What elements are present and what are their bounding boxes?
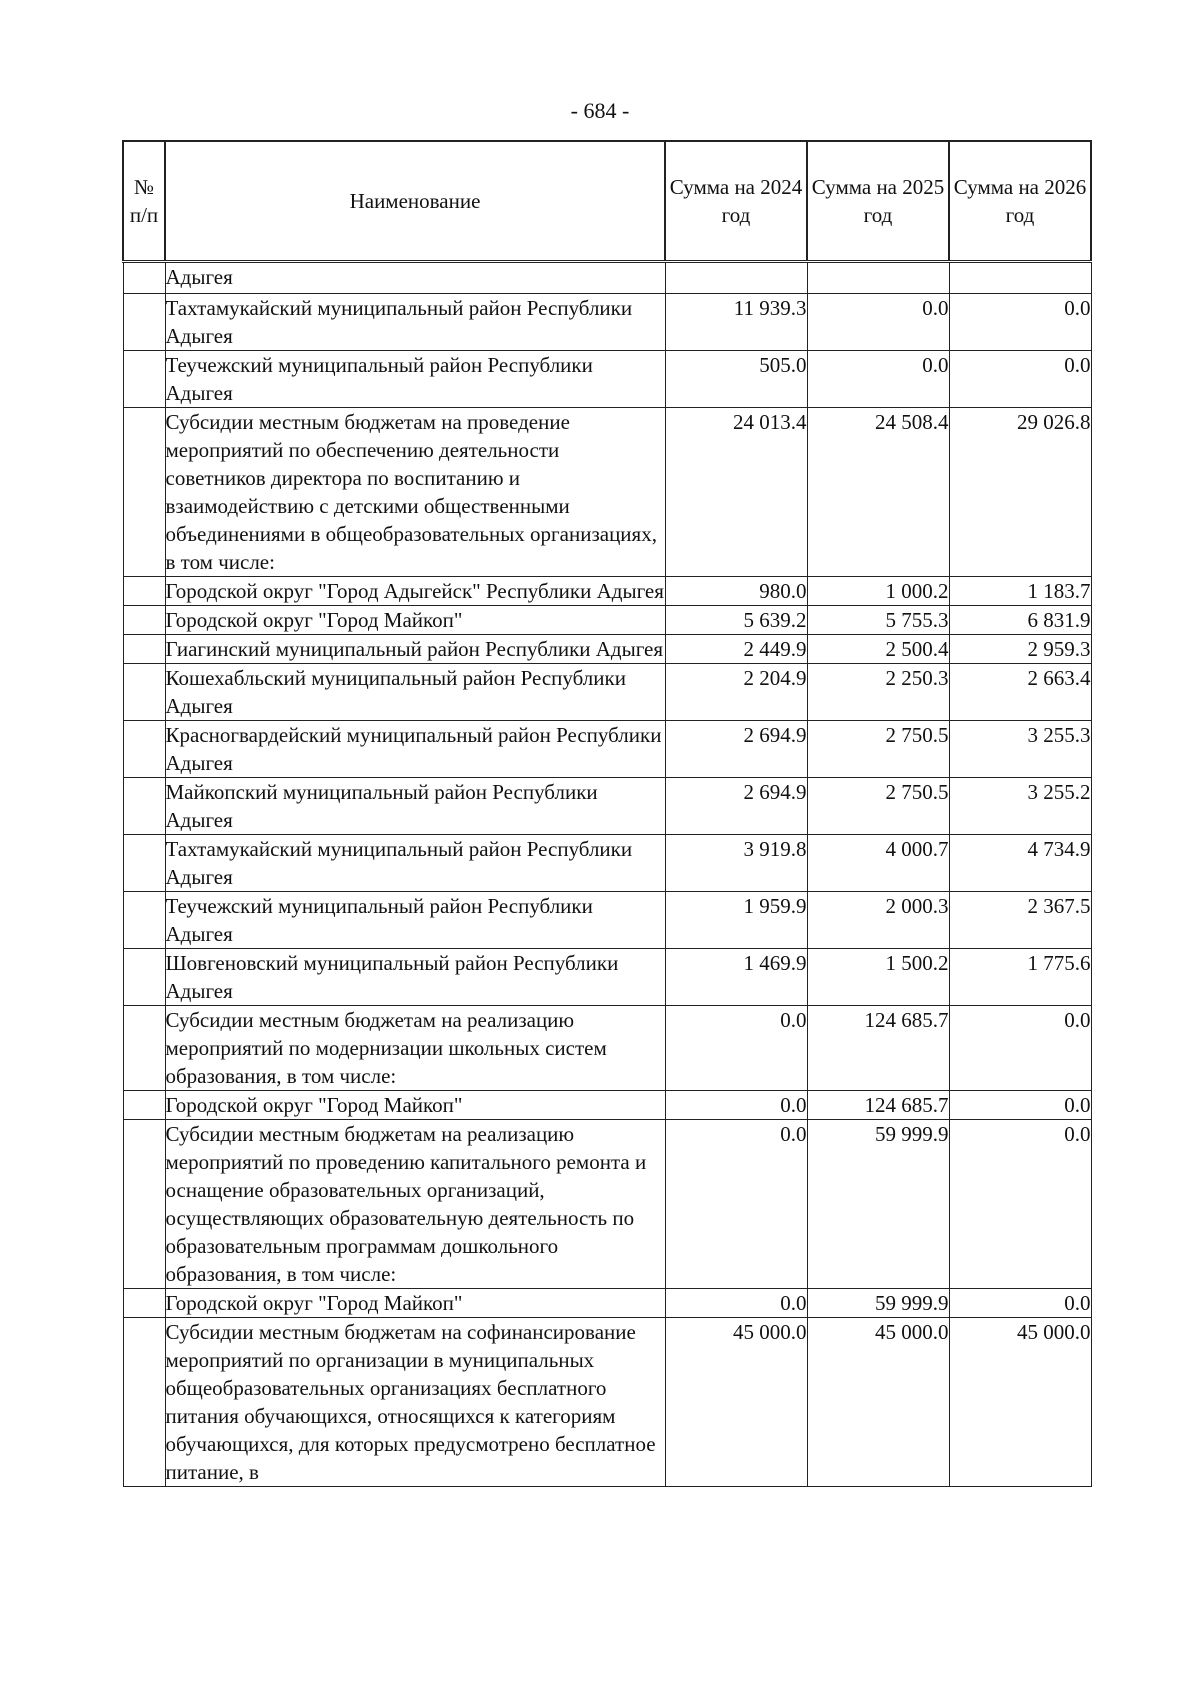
row-value-2025: 24 508.4 (807, 408, 949, 577)
row-value-2024: 5 639.2 (665, 606, 807, 635)
row-name-cell: Теучежский муниципальный район Республики Адыгея (165, 351, 665, 408)
row-value-2025: 0.0 (807, 294, 949, 351)
row-value-2025: 2 750.5 (807, 721, 949, 778)
row-name-cell: Городской округ "Город Майкоп" (165, 1289, 665, 1318)
row-value-2026: 2 367.5 (949, 892, 1091, 949)
row-value-2026: 0.0 (949, 1091, 1091, 1120)
table-row (123, 1318, 1091, 1487)
row-value-2026: 0.0 (949, 351, 1091, 408)
row-name-cell: Городской округ "Город Майкоп" (165, 606, 665, 635)
table-row (123, 892, 1091, 949)
row-value-2026: 4 734.9 (949, 835, 1091, 892)
row-value-2024: 505.0 (665, 351, 807, 408)
row-number-cell (123, 835, 165, 892)
row-name-cell: Красногвардейский муниципальный район Республики Адыгея (165, 721, 665, 778)
row-value-2024 (665, 262, 807, 294)
page-number: - 684 - (570, 98, 630, 123)
header-2026: Сумма на 2026 год (949, 141, 1091, 262)
row-name-cell: Субсидии местным бюджетам на реализацию мероприятий по модернизации школьных систем образования, в том числе: (165, 1006, 665, 1091)
row-value-2026: 3 255.2 (949, 778, 1091, 835)
row-value-2024: 2 449.9 (665, 635, 807, 664)
row-value-2024: 2 204.9 (665, 664, 807, 721)
row-name-cell: Субсидии местным бюджетам на реализацию мероприятий по проведению капитального ремонта и оснащение образовательных организаций, осуществляющих образовательную деятельность по образовательным программам дошкольного образования, в том числе: (165, 1120, 665, 1289)
table-row (123, 664, 1091, 721)
row-value-2024: 0.0 (665, 1006, 807, 1091)
row-value-2024: 2 694.9 (665, 778, 807, 835)
table-row (123, 778, 1091, 835)
row-name-cell: Майкопский муниципальный район Республики Адыгея (165, 778, 665, 835)
row-value-2024: 11 939.3 (665, 294, 807, 351)
row-number-cell (123, 351, 165, 408)
header-2025: Сумма на 2025 год (807, 141, 949, 262)
table-row (123, 721, 1091, 778)
row-value-2026: 1 775.6 (949, 949, 1091, 1006)
table-row (123, 1289, 1091, 1318)
table-row (123, 1091, 1091, 1120)
row-name-cell: Шовгеновский муниципальный район Республики Адыгея (165, 949, 665, 1006)
row-value-2024: 1 959.9 (665, 892, 807, 949)
row-name-cell: Тахтамукайский муниципальный район Республики Адыгея (165, 294, 665, 351)
row-value-2024: 1 469.9 (665, 949, 807, 1006)
table-row (123, 949, 1091, 1006)
row-value-2025: 2 000.3 (807, 892, 949, 949)
row-number-cell (123, 606, 165, 635)
row-value-2025: 45 000.0 (807, 1318, 949, 1487)
row-value-2024: 24 013.4 (665, 408, 807, 577)
row-value-2026 (949, 262, 1091, 294)
row-name-cell: Тахтамукайский муниципальный район Республики Адыгея (165, 835, 665, 892)
table-row (123, 262, 1091, 294)
row-value-2025: 5 755.3 (807, 606, 949, 635)
row-number-cell (123, 892, 165, 949)
table-row (123, 351, 1091, 408)
row-value-2024: 2 694.9 (665, 721, 807, 778)
row-number-cell (123, 577, 165, 606)
row-number-cell (123, 408, 165, 577)
row-value-2025 (807, 262, 949, 294)
row-number-cell (123, 1289, 165, 1318)
header-name: Наименование (165, 141, 665, 262)
row-value-2025: 2 750.5 (807, 778, 949, 835)
table-row (123, 577, 1091, 606)
row-value-2024: 0.0 (665, 1120, 807, 1289)
row-number-cell (123, 1091, 165, 1120)
table-row (123, 635, 1091, 664)
table-body (123, 262, 1091, 1487)
budget-table (122, 140, 1092, 1487)
row-value-2026: 3 255.3 (949, 721, 1091, 778)
row-value-2026: 0.0 (949, 1006, 1091, 1091)
row-value-2025: 4 000.7 (807, 835, 949, 892)
row-value-2026: 1 183.7 (949, 577, 1091, 606)
header-no: № п/п (123, 141, 165, 262)
row-number-cell (123, 664, 165, 721)
table-row (123, 1120, 1091, 1289)
row-number-cell (123, 1318, 165, 1487)
header-2024: Сумма на 2024 год (665, 141, 807, 262)
row-value-2024: 0.0 (665, 1091, 807, 1120)
table-header-row (123, 141, 1091, 262)
row-value-2026: 29 026.8 (949, 408, 1091, 577)
row-name-cell: Субсидии местным бюджетам на софинансирование мероприятий по организации в муниципальных общеобразовательных организациях бесплатного питания обучающихся, относящихся к категориям обучающихся, для которых предусмотрено бесплатное питание, в (165, 1318, 665, 1487)
row-number-cell (123, 262, 165, 294)
row-name-cell: Адыгея (165, 262, 665, 294)
row-value-2024: 3 919.8 (665, 835, 807, 892)
row-name-cell: Городской округ "Город Майкоп" (165, 1091, 665, 1120)
row-value-2024: 0.0 (665, 1289, 807, 1318)
row-value-2024: 980.0 (665, 577, 807, 606)
row-number-cell (123, 721, 165, 778)
row-name-cell: Городской округ "Город Адыгейск" Республики Адыгея (165, 577, 665, 606)
row-number-cell (123, 949, 165, 1006)
table-row (123, 408, 1091, 577)
row-name-cell: Гиагинский муниципальный район Республики Адыгея (165, 635, 665, 664)
row-value-2025: 1 500.2 (807, 949, 949, 1006)
row-number-cell (123, 1006, 165, 1091)
row-number-cell (123, 778, 165, 835)
row-value-2026: 0.0 (949, 1289, 1091, 1318)
row-value-2026: 2 959.3 (949, 635, 1091, 664)
row-value-2025: 2 250.3 (807, 664, 949, 721)
table-row (123, 835, 1091, 892)
row-value-2026: 6 831.9 (949, 606, 1091, 635)
row-number-cell (123, 635, 165, 664)
row-name-cell: Кошехабльский муниципальный район Республики Адыгея (165, 664, 665, 721)
row-value-2025: 59 999.9 (807, 1120, 949, 1289)
row-value-2026: 2 663.4 (949, 664, 1091, 721)
row-value-2025: 59 999.9 (807, 1289, 949, 1318)
row-value-2025: 1 000.2 (807, 577, 949, 606)
table-row (123, 1006, 1091, 1091)
table-row (123, 606, 1091, 635)
row-number-cell (123, 294, 165, 351)
row-value-2026: 0.0 (949, 1120, 1091, 1289)
row-value-2026: 0.0 (949, 294, 1091, 351)
row-name-cell: Теучежский муниципальный район Республики Адыгея (165, 892, 665, 949)
row-value-2025: 2 500.4 (807, 635, 949, 664)
row-value-2025: 124 685.7 (807, 1006, 949, 1091)
row-value-2026: 45 000.0 (949, 1318, 1091, 1487)
row-name-cell: Субсидии местным бюджетам на проведение мероприятий по обеспечению деятельности советников директора по воспитанию и взаимодействию с детскими общественными объединениями в общеобразовательных организациях, в том числе: (165, 408, 665, 577)
row-number-cell (123, 1120, 165, 1289)
row-value-2025: 124 685.7 (807, 1091, 949, 1120)
row-value-2025: 0.0 (807, 351, 949, 408)
row-value-2024: 45 000.0 (665, 1318, 807, 1487)
table-row (123, 294, 1091, 351)
